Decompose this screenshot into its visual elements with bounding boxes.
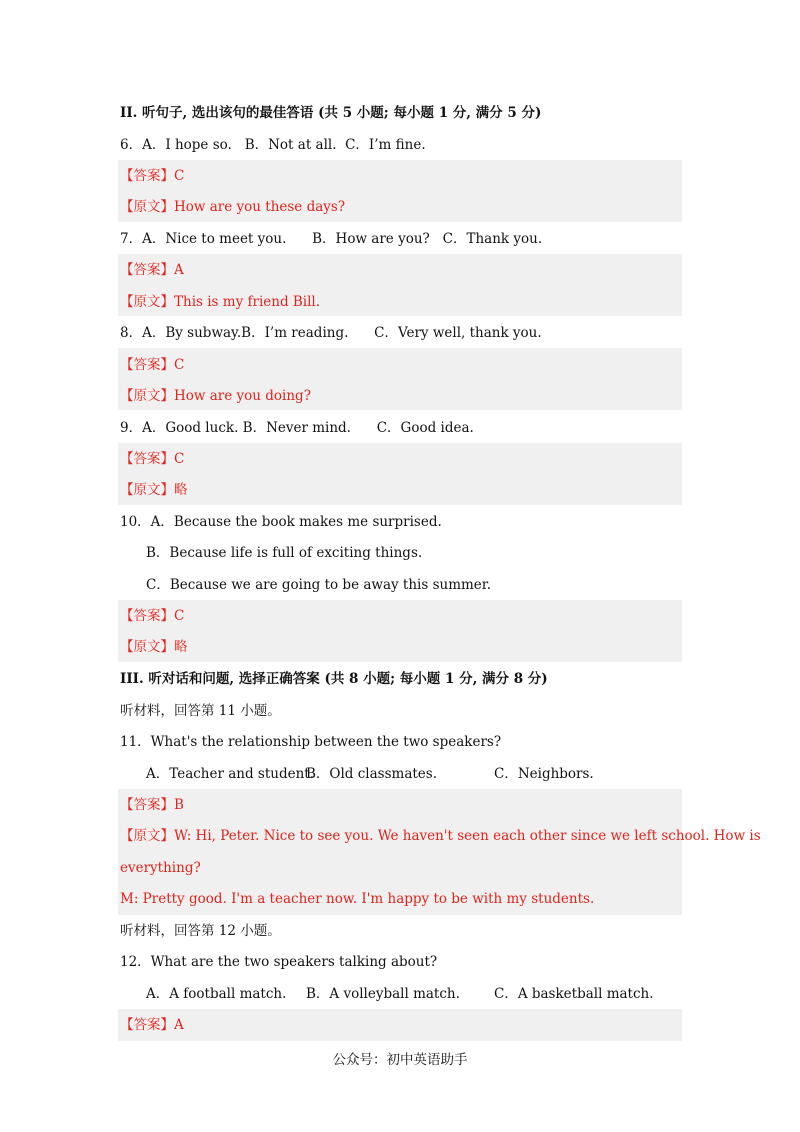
question-6: 6．A．I hope so. B．Not at all. C．I’m fine. [120, 137, 426, 153]
question-12: 12．What are the two speakers talking about? [120, 954, 438, 970]
question-11: 11．What's the relationship between the two speakers? [120, 734, 502, 750]
source-10: 【原文】略 [120, 639, 188, 655]
answer-block-10 [118, 600, 682, 662]
answer-9: 【答案】C [120, 451, 185, 467]
section-2-heading: II. 听句子, 选出该句的最佳答语 (共 5 小题; 每小题 1 分, 满分 5 分) [120, 105, 542, 121]
question-11-option-a: A．Teacher and student. [146, 766, 314, 782]
answer-7: 【答案】A [120, 262, 184, 278]
answer-8: 【答案】C [120, 357, 185, 373]
question-10-option-c: C．Because we are going to be away this summer. [146, 577, 492, 593]
answer-6: 【答案】C [120, 168, 185, 184]
source-8: 【原文】How are you doing? [120, 388, 311, 404]
question-10-option-b: B．Because life is full of exciting things. [146, 545, 423, 561]
question-12-option-b: B．A volleyball match. [306, 986, 460, 1002]
source-11-line-2: everything? [120, 860, 201, 876]
question-11-option-c: C．Neighbors. [494, 766, 594, 782]
question-8: 8．A．By subway.B．I’m reading. C．Very well, thank you. [120, 325, 542, 341]
question-12-intro: 听材料，回答第 12 小题。 [120, 923, 281, 939]
question-10: 10．A．Because the book makes me surprised. [120, 514, 442, 530]
source-9: 【原文】略 [120, 482, 188, 498]
page-footer: 公众号：初中英语助手 [332, 1052, 468, 1068]
question-12-option-a: A．A football match. [146, 986, 287, 1002]
question-12-option-c: C．A basketball match. [494, 986, 654, 1002]
source-6: 【原文】How are you these days? [120, 199, 346, 215]
question-11-option-b: B．Old classmates. [306, 766, 438, 782]
question-9: 9．A．Good luck. B．Never mind. C．Good idea. [120, 420, 474, 436]
answer-12: 【答案】A [120, 1017, 184, 1033]
source-11-line-3: M: Pretty good. I'm a teacher now. I'm happy to be with my students. [120, 891, 595, 907]
question-11-intro: 听材料，回答第 11 小题。 [120, 703, 281, 719]
answer-block-12 [118, 1009, 682, 1041]
question-7: 7．A．Nice to meet you. B．How are you? C．Thank you. [120, 231, 543, 247]
answer-10: 【答案】C [120, 608, 185, 624]
section-3-heading: III. 听对话和问题, 选择正确答案 (共 8 小题; 每小题 1 分, 满分 8 分) [120, 671, 548, 687]
source-7: 【原文】This is my friend Bill. [120, 294, 321, 310]
source-11-line-1: 【原文】W: Hi, Peter. Nice to see you. We haven't seen each other since we left school. How is [120, 828, 761, 844]
answer-11: 【答案】B [120, 797, 184, 813]
answer-block-9 [118, 443, 682, 505]
